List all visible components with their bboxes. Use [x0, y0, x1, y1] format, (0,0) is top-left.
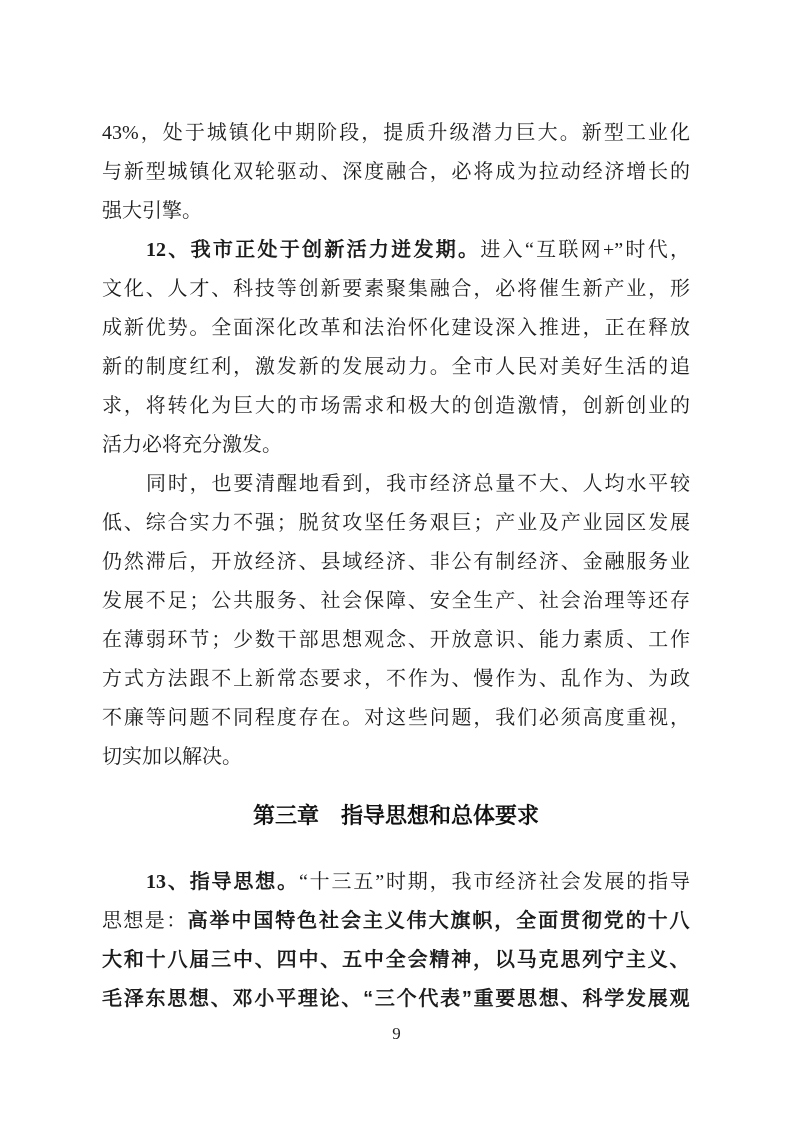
body-text-segment: 切实加以解决。 — [102, 746, 242, 768]
text-line — [102, 941, 690, 980]
text-line — [102, 582, 690, 621]
body-text-segment: 成新优势。全面深化改革和法治怀化建设深入推进，正在释放 — [102, 317, 690, 339]
page-number: 9 — [392, 1024, 401, 1043]
page-footer — [0, 1024, 793, 1044]
text-line — [102, 699, 690, 738]
text-line — [102, 543, 690, 582]
paragraph-12-innovation — [102, 231, 690, 465]
body-text-segment: 43%，处于城镇化中期阶段，提质升级潜力巨大。新型工业化 — [102, 122, 690, 144]
bold-lead-in: 12、我市正处于创新活力迸发期。 — [146, 239, 481, 261]
text-line — [102, 270, 690, 309]
body-text-segment: 同时，也要清醒地看到，我市经济总量不大、人均水平较 — [146, 473, 690, 495]
body-text-segment: 强大引擎。 — [102, 200, 202, 222]
heiti-emphasis-text: 高举中国特色社会主义伟大旗帜，全面贯彻党的十八 — [187, 910, 690, 932]
body-text-segment: 发展不足；公共服务、社会保障、安全生产、社会治理等还存 — [102, 590, 690, 612]
body-text-segment: 仍然滞后，开放经济、县域经济、非公有制经济、金融服务业 — [102, 551, 690, 573]
text-line — [102, 387, 690, 426]
text-line — [102, 621, 690, 660]
paragraph-11-continuation — [102, 114, 690, 231]
text-line — [102, 465, 690, 504]
text-line — [102, 863, 690, 902]
body-text-segment: 求，将转化为巨大的市场需求和极大的创造激情，创新创业的 — [102, 395, 690, 417]
body-text-segment: 活力必将充分激发。 — [102, 434, 282, 456]
text-line — [102, 660, 690, 699]
text-line — [102, 153, 690, 192]
text-line — [102, 426, 690, 465]
body-text-segment: 文化、人才、科技等创新要素聚集融合，必将催生新产业，形 — [102, 278, 690, 300]
text-line — [102, 902, 690, 941]
text-line — [102, 231, 690, 270]
text-line — [102, 348, 690, 387]
body-text-segment: 思想是： — [102, 910, 188, 932]
body-text-segment: 低、综合实力不强；脱贫攻坚任务艰巨；产业及产业园区发展 — [102, 512, 690, 534]
text-line — [102, 114, 690, 153]
text-line — [102, 504, 690, 543]
body-text-segment: 方式方法跟不上新常态要求，不作为、慢作为、乱作为、为政 — [102, 668, 690, 690]
text-line — [102, 738, 690, 777]
chapter-3-heading: 第三章 指导思想和总体要求 — [252, 803, 539, 828]
text-line — [102, 980, 690, 1019]
heiti-emphasis-text: 大和十八届三中、四中、五中全会精神，以马克思列宁主义、 — [102, 949, 690, 971]
text-line — [102, 192, 690, 231]
document-body — [102, 114, 690, 1019]
heiti-emphasis-text: 毛泽东思想、邓小平理论、“三个代表”重要思想、科学发展观 — [102, 988, 690, 1010]
body-text-segment: 进入“互联网+”时代， — [480, 239, 690, 261]
body-text-segment: 不廉等问题不同程度存在。对这些问题，我们必须高度重视， — [102, 707, 690, 729]
paragraph-problems — [102, 465, 690, 777]
bold-lead-in: 13、指导思想。 — [146, 871, 299, 893]
body-text-segment: 在薄弱环节；少数干部思想观念、开放意识、能力素质、工作 — [102, 629, 690, 651]
paragraph-13-guiding-ideology — [102, 863, 690, 1019]
body-text-segment: 与新型城镇化双轮驱动、深度融合，必将成为拉动经济增长的 — [102, 161, 690, 183]
text-line — [102, 309, 690, 348]
body-text-segment: 新的制度红利，激发新的发展动力。全市人民对美好生活的追 — [102, 356, 690, 378]
body-text-segment: “十三五”时期，我市经济社会发展的指导 — [298, 871, 690, 893]
